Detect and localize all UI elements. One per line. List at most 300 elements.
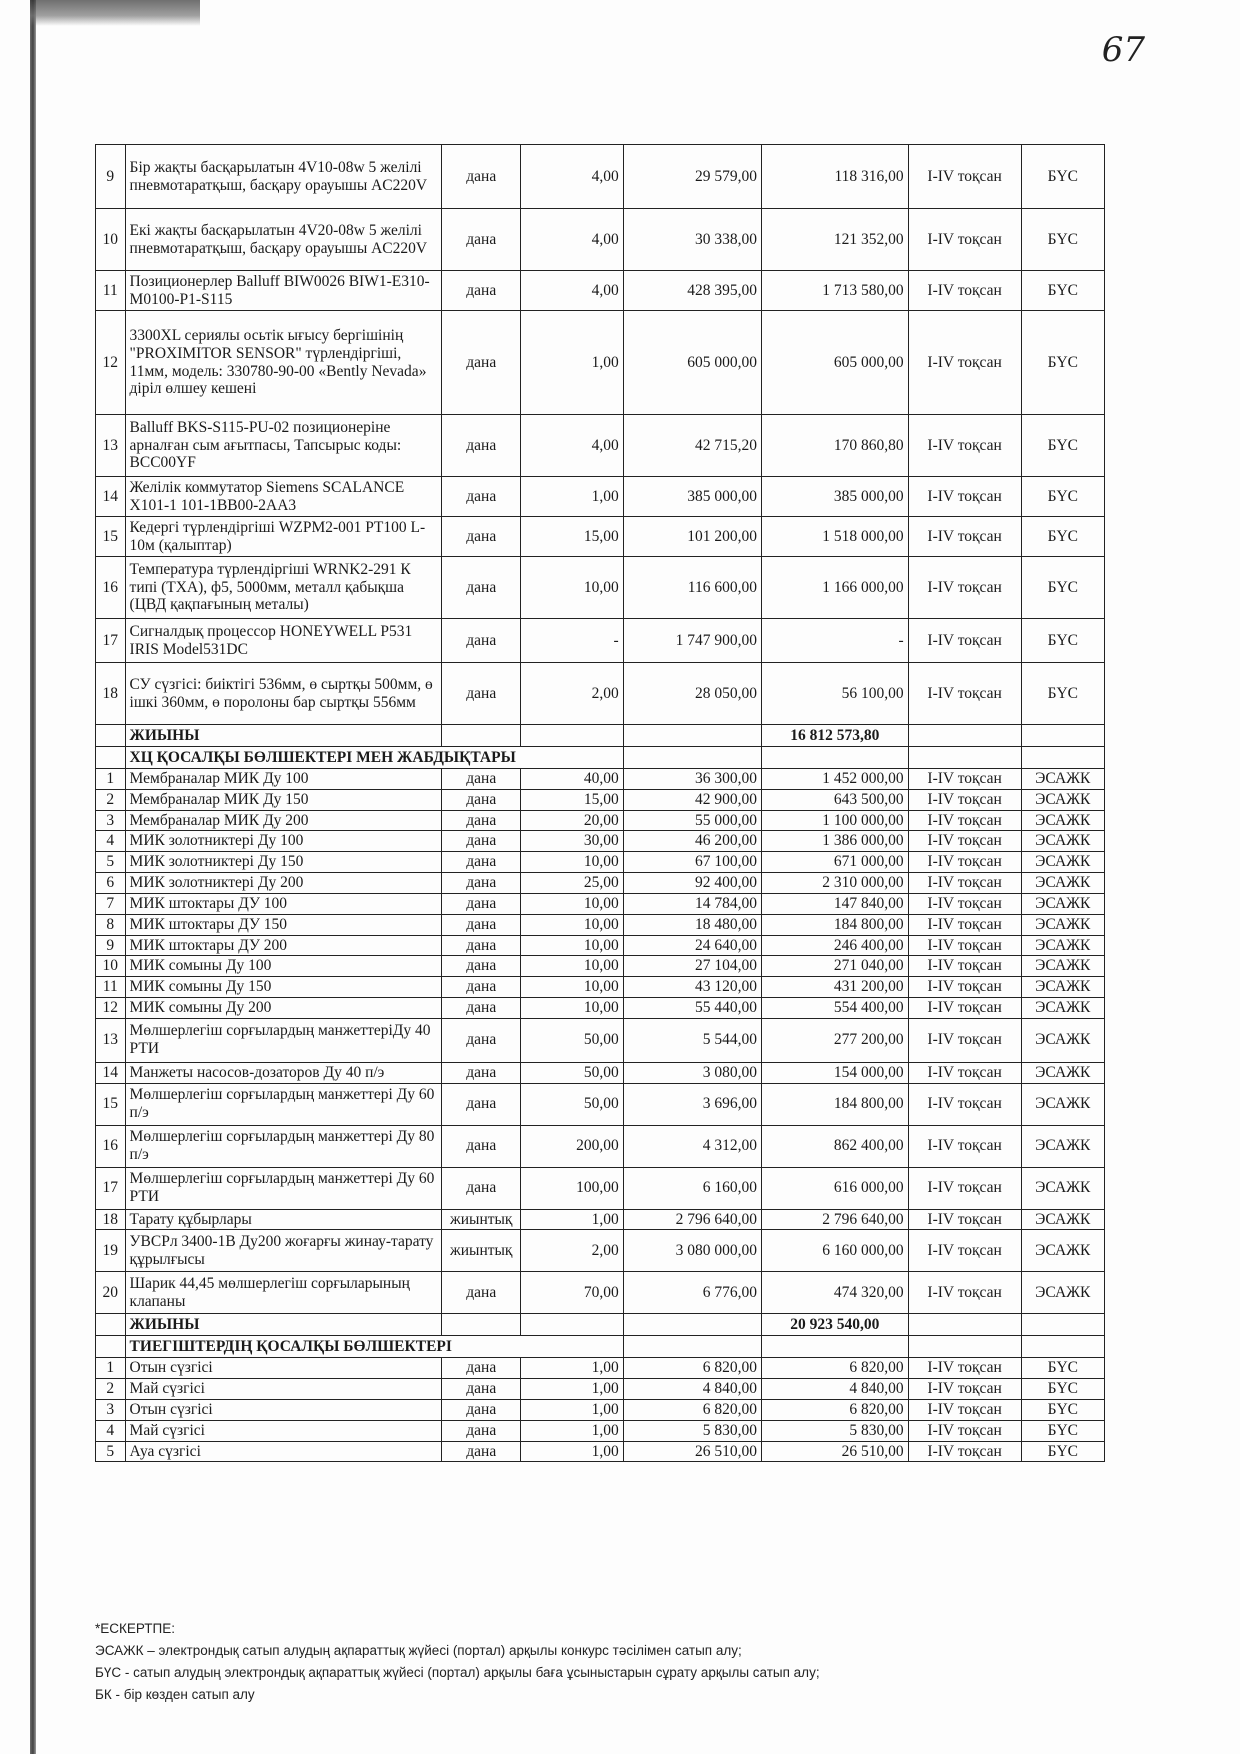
period-cell: I-IV тоқсан bbox=[908, 145, 1021, 209]
empty-cell bbox=[1021, 1314, 1104, 1336]
procurement-method-cell: ЭСАЖК bbox=[1021, 1167, 1104, 1209]
procurement-method-cell: ЭСАЖК bbox=[1021, 873, 1104, 894]
procurement-method-cell: ЭСАЖК bbox=[1021, 1209, 1104, 1230]
procurement-method-cell: ЭСАЖК bbox=[1021, 1018, 1104, 1062]
unit-cell: дана bbox=[442, 145, 521, 209]
total-sum-cell: 605 000,00 bbox=[761, 311, 908, 415]
empty-cell bbox=[442, 725, 521, 747]
unit-cell: дана bbox=[442, 914, 521, 935]
period-cell: I-IV тоқсан bbox=[908, 935, 1021, 956]
row-number-cell: 3 bbox=[96, 1400, 126, 1421]
unit-cell: дана bbox=[442, 810, 521, 831]
period-cell: I-IV тоқсан bbox=[908, 415, 1021, 477]
quantity-cell: 10,00 bbox=[521, 997, 623, 1018]
quantity-cell: - bbox=[521, 619, 623, 663]
procurement-method-cell: БҮС bbox=[1021, 415, 1104, 477]
item-name-cell: МИК штоктары ДУ 200 bbox=[125, 935, 442, 956]
procurement-method-cell: БҮС bbox=[1021, 517, 1104, 557]
table-row bbox=[96, 977, 1105, 998]
row-number-cell: 20 bbox=[96, 1272, 126, 1314]
item-name-cell: Желілік коммутатор Siemens SCALANCE X101-1 101-1BB00-2AA3 bbox=[125, 477, 442, 517]
period-cell: I-IV тоқсан bbox=[908, 769, 1021, 790]
period-cell: I-IV тоқсан bbox=[908, 977, 1021, 998]
period-cell: I-IV тоқсан bbox=[908, 1230, 1021, 1272]
table-row bbox=[96, 1230, 1105, 1272]
item-name-cell: Температура түрлендіргіші WRNK2-291 К типі (ТХА), ф5, 5000мм, металл қабықша (ЦВД қақпағының металы) bbox=[125, 557, 442, 619]
total-sum-cell: 2 310 000,00 bbox=[761, 873, 908, 894]
empty-cell bbox=[761, 1336, 908, 1358]
unit-cell: дана bbox=[442, 769, 521, 790]
period-cell: I-IV тоқсан bbox=[908, 209, 1021, 271]
quantity-cell: 4,00 bbox=[521, 145, 623, 209]
unit-price-cell: 67 100,00 bbox=[623, 852, 761, 873]
notes-title: *ЕСКЕРТПЕ: bbox=[95, 1621, 175, 1636]
unit-cell: дана bbox=[442, 663, 521, 725]
row-number-cell: 2 bbox=[96, 1379, 126, 1400]
quantity-cell: 50,00 bbox=[521, 1083, 623, 1125]
row-number-cell: 1 bbox=[96, 1358, 126, 1379]
row-number-cell: 10 bbox=[96, 956, 126, 977]
empty-cell bbox=[96, 747, 126, 769]
total-sum-cell: 26 510,00 bbox=[761, 1441, 908, 1462]
period-cell: I-IV тоқсан bbox=[908, 789, 1021, 810]
row-number-cell: 18 bbox=[96, 1209, 126, 1230]
table-row bbox=[96, 852, 1105, 873]
item-name-cell: УВСРл 3400-1В Ду200 жоғарғы жинау-тарату құрылғысы bbox=[125, 1230, 442, 1272]
row-number-cell: 6 bbox=[96, 873, 126, 894]
note-line: БК - бір көзден сатып алу bbox=[95, 1686, 255, 1702]
section-title: ХЦ ҚОСАЛҚЫ БӨЛШЕКТЕРІ МЕН ЖАБДЫҚТАРЫ bbox=[125, 747, 623, 769]
row-number-cell: 12 bbox=[96, 997, 126, 1018]
row-number-cell: 5 bbox=[96, 852, 126, 873]
total-sum-cell: 246 400,00 bbox=[761, 935, 908, 956]
period-cell: I-IV тоқсан bbox=[908, 1272, 1021, 1314]
procurement-method-cell: ЭСАЖК bbox=[1021, 977, 1104, 998]
row-number-cell: 18 bbox=[96, 663, 126, 725]
item-name-cell: Сигналдық процессор HONEYWELL P531 IRIS Model531DC bbox=[125, 619, 442, 663]
unit-price-cell: 428 395,00 bbox=[623, 271, 761, 311]
quantity-cell: 50,00 bbox=[521, 1018, 623, 1062]
unit-cell: дана bbox=[442, 1400, 521, 1421]
procurement-method-cell: БҮС bbox=[1021, 619, 1104, 663]
period-cell: I-IV тоқсан bbox=[908, 477, 1021, 517]
total-sum-cell: 862 400,00 bbox=[761, 1125, 908, 1167]
table-row bbox=[96, 893, 1105, 914]
total-sum-cell: 154 000,00 bbox=[761, 1062, 908, 1083]
total-sum-cell: 4 840,00 bbox=[761, 1379, 908, 1400]
table-row bbox=[96, 619, 1105, 663]
quantity-cell: 10,00 bbox=[521, 557, 623, 619]
row-number-cell: 15 bbox=[96, 517, 126, 557]
unit-price-cell: 28 050,00 bbox=[623, 663, 761, 725]
unit-cell: дана bbox=[442, 956, 521, 977]
row-number-cell: 3 bbox=[96, 810, 126, 831]
unit-cell: дана bbox=[442, 893, 521, 914]
item-name-cell: Мөлшерлегіш сорғылардың манжеттері Ду 60 п/э bbox=[125, 1083, 442, 1125]
section-title: ТИЕГІШТЕРДІҢ ҚОСАЛҚЫ БӨЛШЕКТЕРІ bbox=[125, 1336, 623, 1358]
period-cell: I-IV тоқсан bbox=[908, 1062, 1021, 1083]
period-cell: I-IV тоқсан bbox=[908, 1400, 1021, 1421]
procurement-method-cell: БҮС bbox=[1021, 1379, 1104, 1400]
item-name-cell: Мембраналар МИК Ду 150 bbox=[125, 789, 442, 810]
quantity-cell: 1,00 bbox=[521, 1358, 623, 1379]
period-cell: I-IV тоқсан bbox=[908, 810, 1021, 831]
unit-cell: дана bbox=[442, 1441, 521, 1462]
period-cell: I-IV тоқсан bbox=[908, 1441, 1021, 1462]
quantity-cell: 100,00 bbox=[521, 1167, 623, 1209]
item-name-cell: 3300XL сериялы осьтік ығысу бергішінің "PROXIMITOR SENSOR" түрлендіргіші, 11мм, модель: 330780-90-00 «Bently Nevada» діріл өлшеу кешені bbox=[125, 311, 442, 415]
empty-cell bbox=[1021, 747, 1104, 769]
unit-cell: дана bbox=[442, 997, 521, 1018]
period-cell: I-IV тоқсан bbox=[908, 271, 1021, 311]
total-sum-cell: 147 840,00 bbox=[761, 893, 908, 914]
empty-cell bbox=[521, 1314, 623, 1336]
row-number-cell: 9 bbox=[96, 145, 126, 209]
procurement-method-cell: ЭСАЖК bbox=[1021, 789, 1104, 810]
item-name-cell: Мөлшерлегіш сорғылардың манжеттері Ду 80 п/э bbox=[125, 1125, 442, 1167]
total-sum-cell: 1 452 000,00 bbox=[761, 769, 908, 790]
table-row bbox=[96, 145, 1105, 209]
total-sum-cell: 1 386 000,00 bbox=[761, 831, 908, 852]
page-number: 67 bbox=[1101, 30, 1145, 70]
row-number-cell: 16 bbox=[96, 557, 126, 619]
quantity-cell: 4,00 bbox=[521, 271, 623, 311]
unit-price-cell: 42 715,20 bbox=[623, 415, 761, 477]
section-header-row bbox=[96, 747, 1105, 769]
unit-cell: дана bbox=[442, 789, 521, 810]
procurement-method-cell: ЭСАЖК bbox=[1021, 769, 1104, 790]
scan-edge-shadow bbox=[30, 0, 36, 1754]
empty-cell bbox=[1021, 1336, 1104, 1358]
row-number-cell: 13 bbox=[96, 1018, 126, 1062]
table-row bbox=[96, 517, 1105, 557]
total-sum-cell: 6 160 000,00 bbox=[761, 1230, 908, 1272]
quantity-cell: 70,00 bbox=[521, 1272, 623, 1314]
quantity-cell: 10,00 bbox=[521, 914, 623, 935]
table-row bbox=[96, 810, 1105, 831]
period-cell: I-IV тоқсан bbox=[908, 619, 1021, 663]
row-number-cell: 16 bbox=[96, 1125, 126, 1167]
quantity-cell: 10,00 bbox=[521, 852, 623, 873]
row-number-cell: 9 bbox=[96, 935, 126, 956]
item-name-cell: Манжеты насосов-дозаторов Ду 40 п/э bbox=[125, 1062, 442, 1083]
item-name-cell: МИК сомыны Ду 100 bbox=[125, 956, 442, 977]
table-row bbox=[96, 557, 1105, 619]
unit-cell: дана bbox=[442, 271, 521, 311]
unit-cell: дана bbox=[442, 1083, 521, 1125]
unit-cell: дана bbox=[442, 977, 521, 998]
item-name-cell: Май сүзгісі bbox=[125, 1420, 442, 1441]
total-sum-cell: 184 800,00 bbox=[761, 1083, 908, 1125]
procurement-method-cell: БҮС bbox=[1021, 209, 1104, 271]
unit-price-cell: 46 200,00 bbox=[623, 831, 761, 852]
quantity-cell: 1,00 bbox=[521, 1441, 623, 1462]
row-number-cell: 19 bbox=[96, 1230, 126, 1272]
table-row bbox=[96, 1209, 1105, 1230]
quantity-cell: 1,00 bbox=[521, 1400, 623, 1421]
unit-price-cell: 101 200,00 bbox=[623, 517, 761, 557]
unit-price-cell: 3 696,00 bbox=[623, 1083, 761, 1125]
item-name-cell: Мөлшерлегіш сорғылардың манжеттеріДу 40 РТИ bbox=[125, 1018, 442, 1062]
item-name-cell: Позиционерлер Balluff BIW0026 BIW1-E310-M0100-P1-S115 bbox=[125, 271, 442, 311]
table-row bbox=[96, 1062, 1105, 1083]
quantity-cell: 20,00 bbox=[521, 810, 623, 831]
empty-cell bbox=[908, 747, 1021, 769]
period-cell: I-IV тоқсан bbox=[908, 831, 1021, 852]
period-cell: I-IV тоқсан bbox=[908, 1379, 1021, 1400]
unit-cell: дана bbox=[442, 1167, 521, 1209]
procurement-method-cell: ЭСАЖК bbox=[1021, 1230, 1104, 1272]
unit-cell: дана bbox=[442, 1018, 521, 1062]
table-row bbox=[96, 1358, 1105, 1379]
unit-price-cell: 18 480,00 bbox=[623, 914, 761, 935]
quantity-cell: 10,00 bbox=[521, 893, 623, 914]
period-cell: I-IV тоқсан bbox=[908, 663, 1021, 725]
unit-price-cell: 1 747 900,00 bbox=[623, 619, 761, 663]
period-cell: I-IV тоқсан bbox=[908, 1018, 1021, 1062]
row-number-cell: 2 bbox=[96, 789, 126, 810]
quantity-cell: 40,00 bbox=[521, 769, 623, 790]
table-row bbox=[96, 956, 1105, 977]
unit-price-cell: 4 840,00 bbox=[623, 1379, 761, 1400]
unit-price-cell: 24 640,00 bbox=[623, 935, 761, 956]
procurement-method-cell: ЭСАЖК bbox=[1021, 956, 1104, 977]
empty-cell bbox=[908, 725, 1021, 747]
unit-price-cell: 43 120,00 bbox=[623, 977, 761, 998]
item-name-cell: Отын сүзгісі bbox=[125, 1400, 442, 1421]
unit-cell: дана bbox=[442, 1358, 521, 1379]
item-name-cell: Отын сүзгісі bbox=[125, 1358, 442, 1379]
item-name-cell: Май сүзгісі bbox=[125, 1379, 442, 1400]
empty-cell bbox=[96, 1336, 126, 1358]
total-row bbox=[96, 725, 1105, 747]
unit-price-cell: 55 000,00 bbox=[623, 810, 761, 831]
unit-cell: дана bbox=[442, 1125, 521, 1167]
table-row bbox=[96, 1272, 1105, 1314]
item-name-cell: Мембраналар МИК Ду 100 bbox=[125, 769, 442, 790]
empty-cell bbox=[908, 1314, 1021, 1336]
quantity-cell: 4,00 bbox=[521, 415, 623, 477]
period-cell: I-IV тоқсан bbox=[908, 557, 1021, 619]
empty-cell bbox=[623, 747, 761, 769]
table-row bbox=[96, 997, 1105, 1018]
total-sum-cell: 170 860,80 bbox=[761, 415, 908, 477]
table-row bbox=[96, 1379, 1105, 1400]
row-number-cell: 14 bbox=[96, 477, 126, 517]
total-sum-cell: 474 320,00 bbox=[761, 1272, 908, 1314]
period-cell: I-IV тоқсан bbox=[908, 1125, 1021, 1167]
period-cell: I-IV тоқсан bbox=[908, 1167, 1021, 1209]
row-number-cell: 14 bbox=[96, 1062, 126, 1083]
period-cell: I-IV тоқсан bbox=[908, 997, 1021, 1018]
item-name-cell: Кедергі түрлендіргіші WZPM2-001 PT100 L-10м (қалыптар) bbox=[125, 517, 442, 557]
total-sum-cell: 1 166 000,00 bbox=[761, 557, 908, 619]
table-row bbox=[96, 415, 1105, 477]
unit-cell: дана bbox=[442, 873, 521, 894]
procurement-method-cell: ЭСАЖК bbox=[1021, 935, 1104, 956]
unit-price-cell: 116 600,00 bbox=[623, 557, 761, 619]
unit-price-cell: 30 338,00 bbox=[623, 209, 761, 271]
total-sum-cell: 643 500,00 bbox=[761, 789, 908, 810]
unit-price-cell: 5 544,00 bbox=[623, 1018, 761, 1062]
unit-cell: жиынтық bbox=[442, 1230, 521, 1272]
total-sum-cell: 1 518 000,00 bbox=[761, 517, 908, 557]
unit-cell: жиынтық bbox=[442, 1209, 521, 1230]
quantity-cell: 2,00 bbox=[521, 1230, 623, 1272]
unit-price-cell: 6 820,00 bbox=[623, 1358, 761, 1379]
unit-cell: дана bbox=[442, 415, 521, 477]
unit-price-cell: 29 579,00 bbox=[623, 145, 761, 209]
procurement-method-cell: БҮС bbox=[1021, 477, 1104, 517]
item-name-cell: МИК золотниктері Ду 100 bbox=[125, 831, 442, 852]
period-cell: I-IV тоқсан bbox=[908, 914, 1021, 935]
procurement-method-cell: БҮС bbox=[1021, 1400, 1104, 1421]
quantity-cell: 25,00 bbox=[521, 873, 623, 894]
total-sum-cell: 554 400,00 bbox=[761, 997, 908, 1018]
quantity-cell: 1,00 bbox=[521, 1209, 623, 1230]
total-sum-cell: 118 316,00 bbox=[761, 145, 908, 209]
table-row bbox=[96, 311, 1105, 415]
procurement-method-cell: ЭСАЖК bbox=[1021, 810, 1104, 831]
procurement-method-cell: БҮС bbox=[1021, 1358, 1104, 1379]
row-number-cell: 12 bbox=[96, 311, 126, 415]
total-sum-cell: 271 040,00 bbox=[761, 956, 908, 977]
item-name-cell: Balluff BKS-S115-PU-02 позиционеріне арналған сым ағытпасы, Тапсырыс коды: BCC00YF bbox=[125, 415, 442, 477]
period-cell: I-IV тоқсан bbox=[908, 311, 1021, 415]
quantity-cell: 50,00 bbox=[521, 1062, 623, 1083]
table-row bbox=[96, 789, 1105, 810]
row-number-cell: 1 bbox=[96, 769, 126, 790]
total-sum-cell: 1 100 000,00 bbox=[761, 810, 908, 831]
total-label-cell: ЖИЫНЫ bbox=[125, 1314, 442, 1336]
empty-cell bbox=[442, 1314, 521, 1336]
quantity-cell: 10,00 bbox=[521, 956, 623, 977]
unit-price-cell: 42 900,00 bbox=[623, 789, 761, 810]
quantity-cell: 2,00 bbox=[521, 663, 623, 725]
total-sum-cell: 121 352,00 bbox=[761, 209, 908, 271]
period-cell: I-IV тоқсан bbox=[908, 873, 1021, 894]
quantity-cell: 1,00 bbox=[521, 477, 623, 517]
empty-cell bbox=[521, 725, 623, 747]
unit-price-cell: 27 104,00 bbox=[623, 956, 761, 977]
empty-cell bbox=[908, 1336, 1021, 1358]
quantity-cell: 4,00 bbox=[521, 209, 623, 271]
table-row bbox=[96, 209, 1105, 271]
item-name-cell: Шарик 44,45 мөлшерлегіш сорғыларының клапаны bbox=[125, 1272, 442, 1314]
row-number-cell: 8 bbox=[96, 914, 126, 935]
total-row bbox=[96, 1314, 1105, 1336]
total-value-cell: 20 923 540,00 bbox=[761, 1314, 908, 1336]
quantity-cell: 15,00 bbox=[521, 517, 623, 557]
unit-cell: дана bbox=[442, 619, 521, 663]
row-number-cell: 10 bbox=[96, 209, 126, 271]
total-sum-cell: 56 100,00 bbox=[761, 663, 908, 725]
total-label-cell: ЖИЫНЫ bbox=[125, 725, 442, 747]
total-sum-cell: 431 200,00 bbox=[761, 977, 908, 998]
total-sum-cell: 2 796 640,00 bbox=[761, 1209, 908, 1230]
total-sum-cell: 5 830,00 bbox=[761, 1420, 908, 1441]
unit-price-cell: 36 300,00 bbox=[623, 769, 761, 790]
unit-price-cell: 3 080,00 bbox=[623, 1062, 761, 1083]
unit-cell: дана bbox=[442, 477, 521, 517]
note-line: ЭСАЖК – электрондық сатып алудың ақпараттық жүйесі (портал) арқылы конкурс тәсілімен сатып алу; bbox=[95, 1642, 742, 1658]
empty-cell bbox=[96, 1314, 126, 1336]
item-name-cell: МИК штоктары ДУ 150 bbox=[125, 914, 442, 935]
item-name-cell: МИК штоктары ДУ 100 bbox=[125, 893, 442, 914]
table-row bbox=[96, 1018, 1105, 1062]
row-number-cell: 17 bbox=[96, 619, 126, 663]
notes-block bbox=[95, 1618, 1135, 1705]
period-cell: I-IV тоқсан bbox=[908, 1358, 1021, 1379]
period-cell: I-IV тоқсан bbox=[908, 852, 1021, 873]
procurement-method-cell: БҮС bbox=[1021, 557, 1104, 619]
unit-price-cell: 605 000,00 bbox=[623, 311, 761, 415]
procurement-method-cell: ЭСАЖК bbox=[1021, 1125, 1104, 1167]
table-row bbox=[96, 1441, 1105, 1462]
period-cell: I-IV тоқсан bbox=[908, 893, 1021, 914]
procurement-method-cell: ЭСАЖК bbox=[1021, 852, 1104, 873]
unit-price-cell: 385 000,00 bbox=[623, 477, 761, 517]
item-name-cell: СУ сүзгісі: биіктігі 536мм, ө сыртқы 500мм, ө ішкі 360мм, ө поролоны бар сыртқы 556мм bbox=[125, 663, 442, 725]
total-sum-cell: 6 820,00 bbox=[761, 1358, 908, 1379]
unit-price-cell: 55 440,00 bbox=[623, 997, 761, 1018]
table-row bbox=[96, 1125, 1105, 1167]
procurement-method-cell: БҮС bbox=[1021, 1441, 1104, 1462]
procurement-method-cell: ЭСАЖК bbox=[1021, 1062, 1104, 1083]
unit-cell: дана bbox=[442, 1062, 521, 1083]
empty-cell bbox=[96, 725, 126, 747]
unit-cell: дана bbox=[442, 1420, 521, 1441]
procurement-method-cell: БҮС bbox=[1021, 145, 1104, 209]
empty-cell bbox=[1021, 725, 1104, 747]
row-number-cell: 4 bbox=[96, 1420, 126, 1441]
unit-price-cell: 26 510,00 bbox=[623, 1441, 761, 1462]
quantity-cell: 10,00 bbox=[521, 935, 623, 956]
quantity-cell: 1,00 bbox=[521, 1379, 623, 1400]
quantity-cell: 10,00 bbox=[521, 977, 623, 998]
row-number-cell: 5 bbox=[96, 1441, 126, 1462]
table-row bbox=[96, 1400, 1105, 1421]
item-name-cell: Мөлшерлегіш сорғылардың манжеттері Ду 60 РТИ bbox=[125, 1167, 442, 1209]
quantity-cell: 30,00 bbox=[521, 831, 623, 852]
procurement-method-cell: ЭСАЖК bbox=[1021, 831, 1104, 852]
item-name-cell: МИК золотниктері Ду 150 bbox=[125, 852, 442, 873]
quantity-cell: 200,00 bbox=[521, 1125, 623, 1167]
procurement-method-cell: БҮС bbox=[1021, 663, 1104, 725]
procurement-method-cell: ЭСАЖК bbox=[1021, 914, 1104, 935]
unit-price-cell: 6 776,00 bbox=[623, 1272, 761, 1314]
unit-cell: дана bbox=[442, 209, 521, 271]
table-row bbox=[96, 769, 1105, 790]
total-sum-cell: - bbox=[761, 619, 908, 663]
unit-cell: дана bbox=[442, 831, 521, 852]
total-sum-cell: 184 800,00 bbox=[761, 914, 908, 935]
total-sum-cell: 385 000,00 bbox=[761, 477, 908, 517]
scan-corner-shadow bbox=[30, 0, 200, 26]
total-sum-cell: 1 713 580,00 bbox=[761, 271, 908, 311]
procurement-method-cell: ЭСАЖК bbox=[1021, 893, 1104, 914]
unit-cell: дана bbox=[442, 1379, 521, 1400]
unit-price-cell: 6 160,00 bbox=[623, 1167, 761, 1209]
total-sum-cell: 616 000,00 bbox=[761, 1167, 908, 1209]
note-line: БҮС - сатып алудың электрондық ақпараттық жүйесі (портал) арқылы баға ұсыныстарын сұрату арқылы сатып алу; bbox=[95, 1664, 820, 1680]
row-number-cell: 13 bbox=[96, 415, 126, 477]
unit-price-cell: 2 796 640,00 bbox=[623, 1209, 761, 1230]
unit-cell: дана bbox=[442, 1272, 521, 1314]
table-row bbox=[96, 831, 1105, 852]
section-header-row bbox=[96, 1336, 1105, 1358]
unit-cell: дана bbox=[442, 935, 521, 956]
